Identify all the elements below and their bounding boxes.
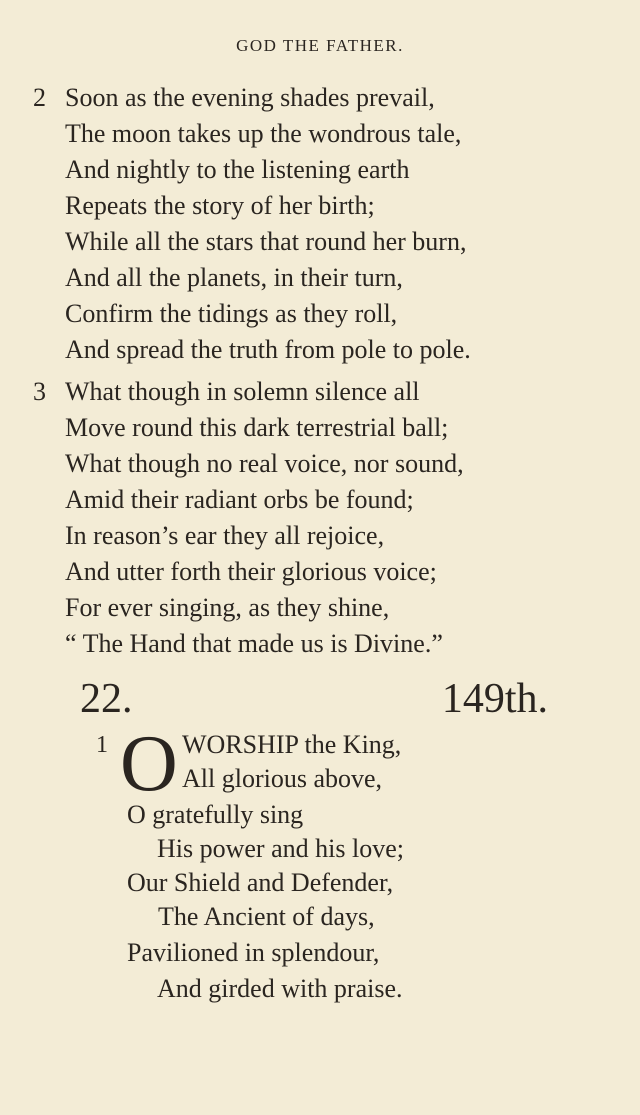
verse-line: And all the planets, in their turn, <box>65 263 403 292</box>
hymn-number: 22. <box>80 676 133 722</box>
verse-line: And girded with praise. <box>157 974 403 1003</box>
drop-cap: O <box>120 720 178 808</box>
verse-line: WORSHIP the King, <box>182 730 402 759</box>
running-head: GOD THE FATHER. <box>236 36 404 55</box>
verse-number: 1 <box>96 732 108 758</box>
verse-line: Amid their radiant orbs be found; <box>65 485 414 514</box>
verse-line: And spread the truth from pole to pole. <box>65 335 471 364</box>
hymn-heading <box>0 674 640 724</box>
verse-line: The moon takes up the wondrous tale, <box>65 119 462 148</box>
verse-line: The Ancient of days, <box>158 902 375 931</box>
verse-line: “ The Hand that made us is Divine.” <box>65 629 443 658</box>
verse-number: 2 <box>33 83 46 112</box>
verse-line: In reason’s ear they all rejoice, <box>65 521 385 550</box>
verse-line: O gratefully sing <box>127 800 304 829</box>
hymn-meter: 149th. <box>441 676 548 722</box>
verse-2 <box>0 80 640 370</box>
verse-line: All glorious above, <box>182 764 383 793</box>
verse-line: And nightly to the listening earth <box>65 155 410 184</box>
verse-line: Repeats the story of her birth; <box>65 191 375 220</box>
verse-line: Pavilioned in splendour, <box>127 938 380 967</box>
verse-line: Move round this dark terrestrial ball; <box>65 413 449 442</box>
verse-line: His power and his love; <box>157 834 404 863</box>
verse-3 <box>0 374 640 664</box>
verse-line: Soon as the evening shades prevail, <box>65 83 435 112</box>
verse-line: Our Shield and Defender, <box>127 868 394 897</box>
hymn-verse-1 <box>0 720 640 1018</box>
verse-line: What though in solemn silence all <box>65 377 420 406</box>
verse-line: While all the stars that round her burn, <box>65 227 467 256</box>
verse-number: 3 <box>33 377 46 406</box>
verse-line: Confirm the tidings as they roll, <box>65 299 398 328</box>
verse-line: What though no real voice, nor sound, <box>65 449 464 478</box>
verse-line: And utter forth their glorious voice; <box>65 557 437 586</box>
verse-line: For ever singing, as they shine, <box>65 593 390 622</box>
